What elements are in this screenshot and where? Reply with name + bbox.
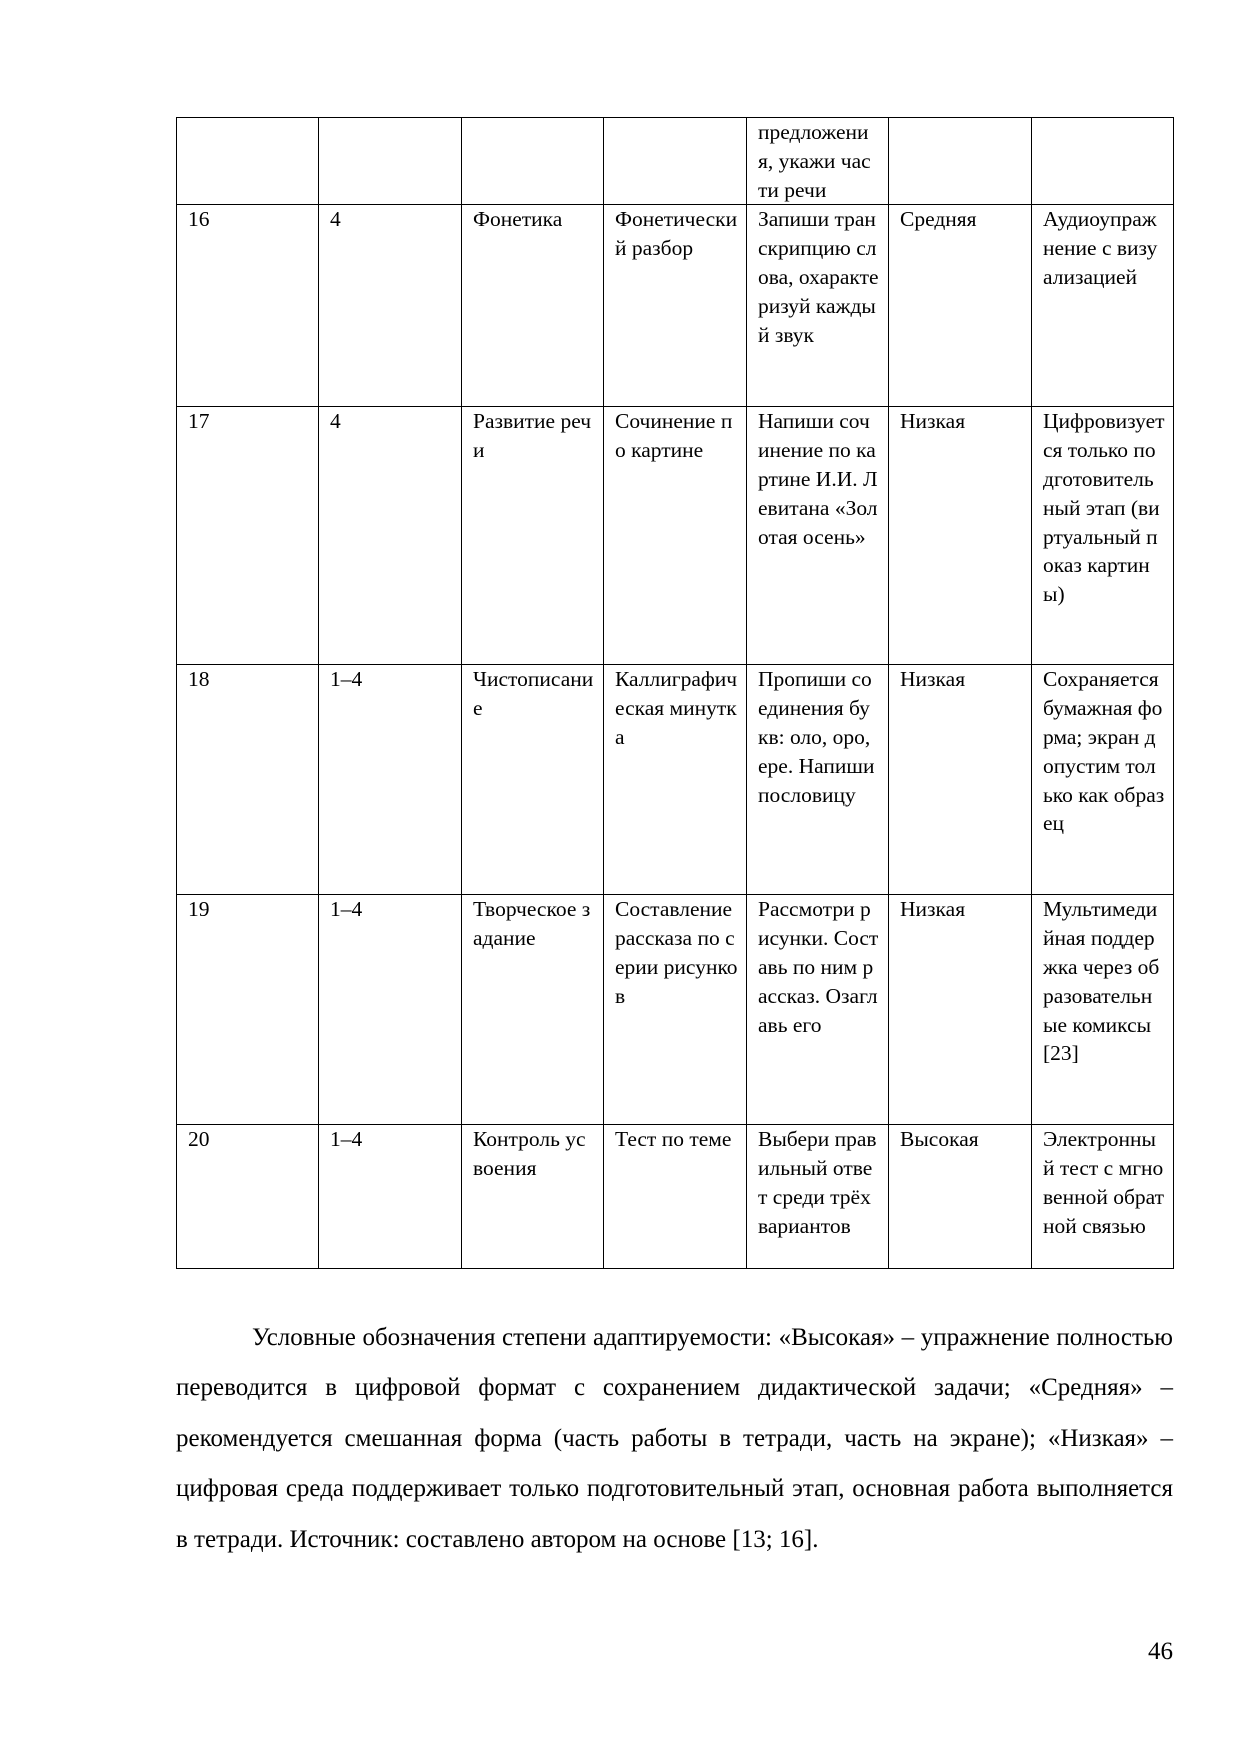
table-cell (462, 118, 604, 205)
table-cell (604, 118, 747, 205)
table-cell (889, 118, 1032, 205)
table-cell: Сочинение по картине (604, 407, 747, 665)
table-row (177, 205, 1174, 407)
table-cell: предложения, укажи части речи (747, 118, 889, 205)
table-cell: Высокая (889, 1125, 1032, 1269)
table-cell: Выбери правильный ответ среди трёх вариантов (747, 1125, 889, 1269)
table-cell: Контроль усвоения (462, 1125, 604, 1269)
table-cell: Сохраняется бумажная форма; экран допустим только как образец (1032, 665, 1174, 895)
table-cell (319, 118, 462, 205)
table-cell: Чистописание (462, 665, 604, 895)
table-cell: Запиши транскрипцию слова, охарактеризуй каждый звук (747, 205, 889, 407)
table-cell: Рассмотри рисунки. Составь по ним рассказ. Озаглавь его (747, 895, 889, 1125)
exercise-table (176, 117, 1174, 1269)
table-cell: Развитие речи (462, 407, 604, 665)
table-cell: Низкая (889, 665, 1032, 895)
table-cell: Фонетический разбор (604, 205, 747, 407)
legend-paragraph: Условные обозначения степени адаптируемости: «Высокая» – упражнение полностью переводится в цифровой формат с сохранением дидактической задачи; «Средняя» – рекомендуется смешанная форма (часть работы в тетради, часть на экране); «Низкая» – цифровая среда поддерживает только подготовительный этап, основная работа выполняется в тетради. Источник: составлено автором на основе [13; 16]. (176, 1324, 1173, 1553)
table-cell: Пропиши соединения букв: оло, оро, ере. Напиши пословицу (747, 665, 889, 895)
table-cell: 1–4 (319, 1125, 462, 1269)
table-row (177, 895, 1174, 1125)
table-cell: Творческое задание (462, 895, 604, 1125)
page-number: 46 (1148, 1638, 1173, 1665)
table-cell: Мультимедийная поддержка через образовательные комиксы [23] (1032, 895, 1174, 1125)
table-cell: 1–4 (319, 665, 462, 895)
table-cell (1032, 118, 1174, 205)
table-cell: 17 (177, 407, 319, 665)
table-cell (177, 118, 319, 205)
table-cell: Фонетика (462, 205, 604, 407)
table-cell: Цифровизуется только подготовительный этап (виртуальный показ картины) (1032, 407, 1174, 665)
table-row (177, 118, 1174, 205)
table-row (177, 1125, 1174, 1269)
table-cell: Средняя (889, 205, 1032, 407)
table-cell: 19 (177, 895, 319, 1125)
table-cell: 1–4 (319, 895, 462, 1125)
table-cell: Напиши сочинение по картине И.И. Левитана «Золотая осень» (747, 407, 889, 665)
table-cell: Каллиграфическая минутка (604, 665, 747, 895)
table-cell: Аудиоупражнение с визуализацией (1032, 205, 1174, 407)
table-cell: Низкая (889, 407, 1032, 665)
table-cell: 18 (177, 665, 319, 895)
table-cell: 20 (177, 1125, 319, 1269)
table-cell: Составление рассказа по серии рисунков (604, 895, 747, 1125)
table-cell: Низкая (889, 895, 1032, 1125)
table-cell: 16 (177, 205, 319, 407)
table-cell: 4 (319, 407, 462, 665)
table-cell: Электронный тест с мгновенной обратной связью (1032, 1125, 1174, 1269)
table-cell: 4 (319, 205, 462, 407)
table-row (177, 407, 1174, 665)
table-cell: Тест по теме (604, 1125, 747, 1269)
table-row (177, 665, 1174, 895)
